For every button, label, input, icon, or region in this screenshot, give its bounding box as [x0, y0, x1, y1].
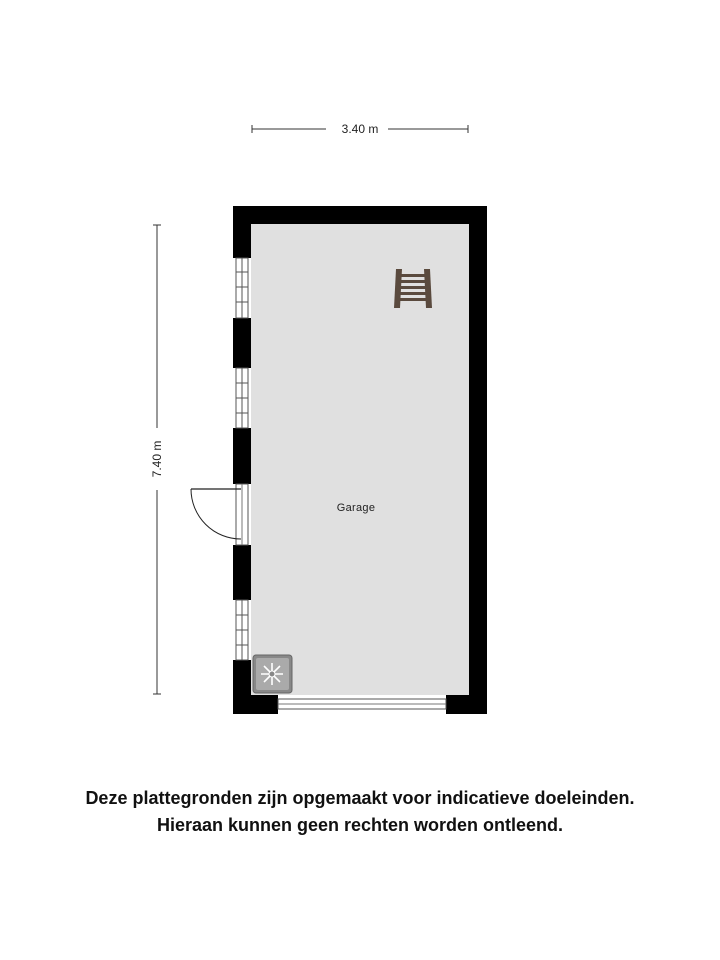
length-dimension-label: 7.40 m: [150, 440, 164, 478]
garage-floor: [251, 224, 469, 695]
fan-icon: [253, 655, 292, 693]
wall-bottom-right: [446, 695, 487, 714]
width-dimension-label: 3.40 m: [341, 122, 379, 136]
window-2: [236, 368, 248, 428]
window-1: [236, 258, 248, 318]
length-dimension: [150, 225, 164, 694]
wall-left-segment-1: [233, 206, 251, 258]
wall-left-segment-3: [233, 428, 251, 484]
window-3: [236, 600, 248, 660]
room-label: Garage: [336, 502, 376, 514]
wall-top: [233, 206, 487, 224]
wall-left-segment-4: [233, 545, 251, 600]
wall-left-segment-2: [233, 318, 251, 368]
width-dimension: [252, 122, 468, 136]
disclaimer-line-1: Deze plattegronden zijn opgemaakt voor indicatieve doeleinden.: [85, 788, 635, 808]
garage-door: [278, 699, 446, 709]
wall-right: [469, 206, 487, 714]
door-icon: [191, 484, 248, 545]
disclaimer-line-2: Hieraan kunnen geen rechten worden ontleend.: [156, 815, 564, 835]
wall-left-segment-5: [233, 660, 251, 714]
